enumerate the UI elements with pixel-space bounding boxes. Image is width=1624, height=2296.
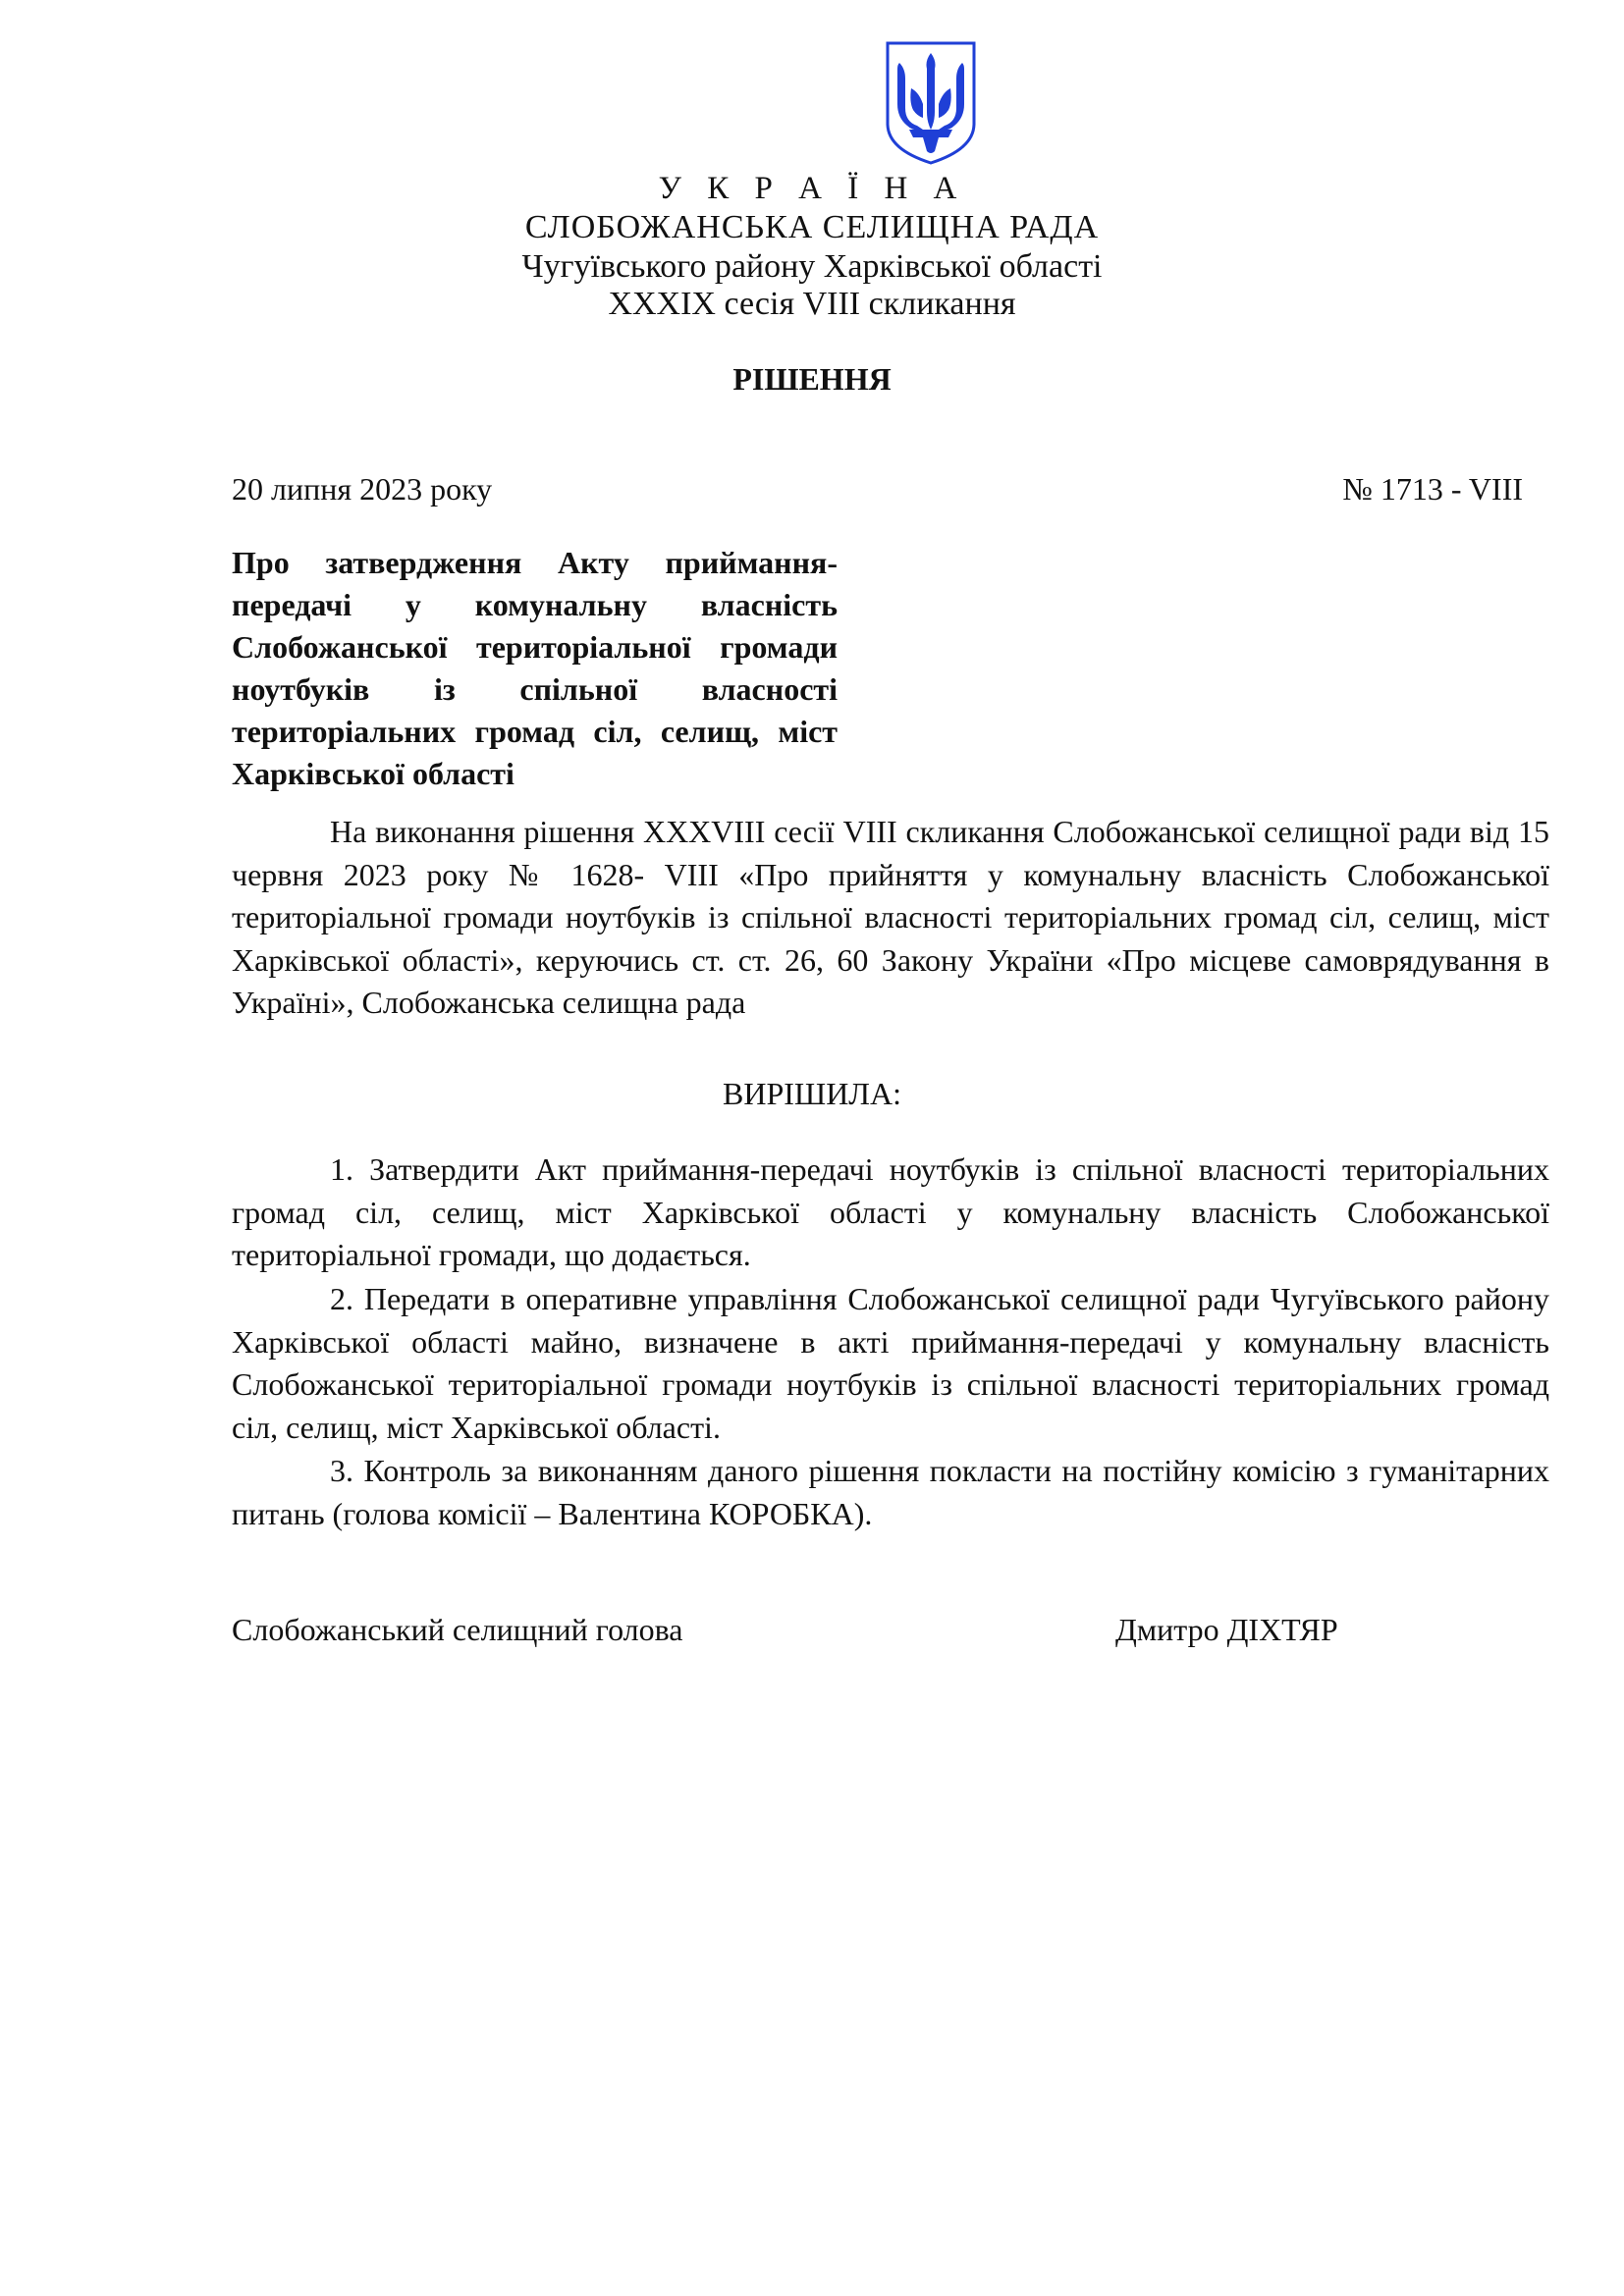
district-name: Чугуївського району Харківської області	[521, 248, 1103, 285]
document-subject: Про затвердження Акту приймання-передачі у комунальну власність Слобожанської територіальної громади ноутбуків із спільної власності територіальних громад сіл, селищ, міст Харківської області	[232, 545, 838, 791]
decision-item-1: 1. Затвердити Акт приймання-передачі ноутбуків із спільної власності територіальних громад сіл, селищ, міст Харківської області у комунальну власність Слобожанської територіальної громади, що додається.	[232, 1151, 1549, 1272]
decision-item-2: 2. Передати в оперативне управління Слобожанської селищної ради Чугуївського району Харківської області майно, визначене в акті приймання-передачі у комунальну власність Слобожанської територіальної громади ноутбуків із спільної власності територіальних громад сіл, селищ, міст Харківської області.	[232, 1281, 1549, 1445]
signer-name: Дмитро ДІХТЯР	[1115, 1612, 1338, 1647]
decision-item-3: 3. Контроль за виконанням даного рішення покласти на постійну комісію з гуманітарних питань (голова комісії – Валентина КОРОБКА).	[232, 1453, 1549, 1531]
document-date: 20 липня 2023 року	[232, 471, 493, 507]
document-number: № 1713 - VIII	[1342, 471, 1523, 507]
coat-of-arms-of-ukraine-icon	[884, 39, 978, 167]
country-name: У К Р А Ї Н А	[658, 171, 966, 206]
council-name: СЛОБОЖАНСЬКА СЕЛИЩНА РАДА	[524, 209, 1100, 245]
document-type: РІШЕННЯ	[732, 361, 892, 397]
signer-title: Слобожанський селищний голова	[232, 1612, 683, 1647]
session-info: XXXIX сесія VIII скликання	[608, 286, 1016, 322]
decided-heading: ВИРІШИЛА:	[723, 1076, 901, 1111]
preamble-paragraph: На виконання рішення XXXVIII сесії VIII скликання Слобожанської селищної ради від 15 червня 2023 року № 1628- VIII «Про прийняття у комунальну власність Слобожанської територіальної громади ноутбуків із спільної власності територіальних громад сіл, селищ, міст Харківської області», керуючись ст. ст. 26, 60 Закону України «Про місцеве самоврядування в Україні», Слобожанська селищна рада	[232, 814, 1549, 1020]
